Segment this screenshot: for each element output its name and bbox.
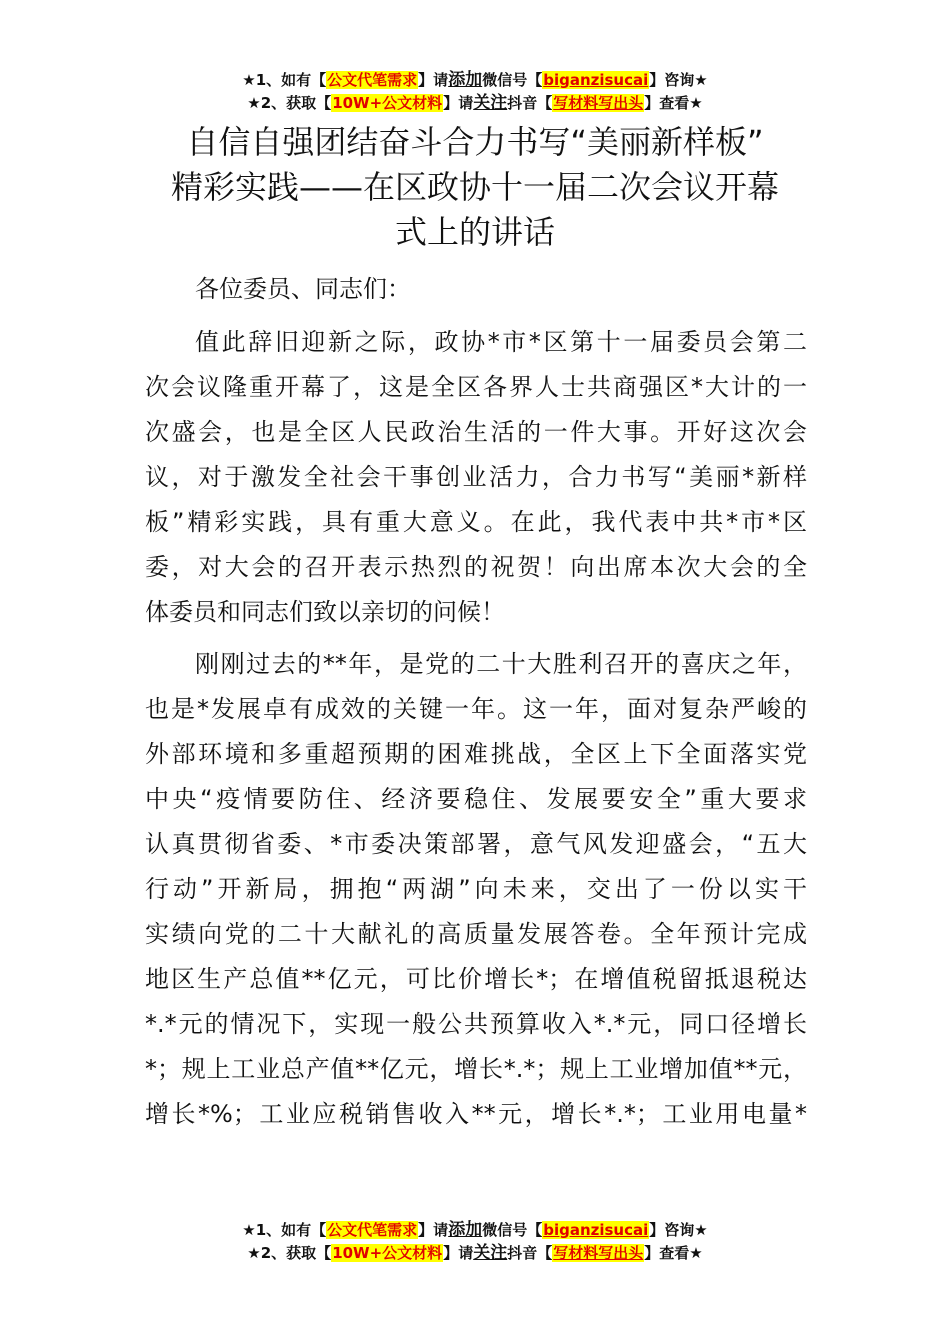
text: 】请 — [418, 71, 449, 89]
text: 】查看★ — [644, 94, 703, 112]
paragraph-line: 外部环境和多重超预期的困难挑战，全区上下全面落实党 — [145, 740, 807, 768]
paragraph-line: 议，对于激发全社会干事创业活力，合力书写“美丽*新样 — [145, 463, 807, 491]
paragraph-line: 值此辞旧迎新之际，政协*市*区第十一届委员会第二 — [195, 328, 807, 356]
text: 】请 — [418, 1221, 449, 1239]
text: 抖音【 — [507, 94, 553, 112]
paragraph-line: 委，对大会的召开表示热烈的祝贺！向出席本次大会的全 — [145, 553, 807, 581]
text: ★1、如有【 — [242, 1221, 327, 1239]
paragraph-1 — [145, 320, 807, 635]
text: 】咨询★ — [649, 1221, 708, 1239]
salutation-text: 各位委员、同志们： — [195, 275, 411, 303]
text: 关注 — [473, 93, 508, 113]
title-line: 式上的讲话 — [394, 213, 555, 251]
text: 添加 — [448, 1220, 483, 1240]
douyin-id: 写材料写出头 — [553, 1244, 644, 1262]
text: 】请 — [443, 1244, 474, 1262]
promo-line-2 — [0, 92, 950, 115]
paragraph-line: 刚刚过去的**年，是党的二十大胜利召开的喜庆之年， — [195, 650, 807, 678]
salutation — [145, 267, 807, 312]
paragraph-line: 次盛会，也是全区人民政治生活的一件大事。开好这次会 — [145, 418, 807, 446]
title-line: 精彩实践——在区政协十一届二次会议开幕 — [170, 168, 779, 206]
text: 】查看★ — [644, 1244, 703, 1262]
highlight: 公文代笔需求 — [327, 1221, 418, 1239]
highlight: 10W+公文材料 — [332, 94, 443, 112]
paragraph-line: 板”精彩实践，具有重大意义。在此，我代表中共*市*区 — [145, 508, 807, 536]
title-line: 自信自强团结奋斗合力书写“美丽新样板” — [186, 123, 764, 161]
text: 添加 — [448, 70, 483, 90]
paragraph-line: 认真贯彻省委、*市委决策部署，意气风发迎盛会，“五大 — [145, 830, 807, 858]
paragraph-line: 行动”开新局，拥抱“两湖”向未来，交出了一份以实干 — [145, 875, 807, 903]
promo-banner-bottom — [0, 1219, 950, 1265]
highlight: 公文代笔需求 — [327, 71, 418, 89]
promo-line-2 — [0, 1242, 950, 1265]
text: 】咨询★ — [649, 71, 708, 89]
promo-line-1 — [0, 1219, 950, 1242]
text: ★2、获取【 — [247, 1244, 332, 1262]
text: 关注 — [473, 1243, 508, 1263]
document-title — [100, 120, 850, 255]
text: 微信号【 — [482, 71, 543, 89]
paragraph-line: *.*元的情况下，实现一般公共预算收入*.*元，同口径增长 — [145, 1010, 807, 1038]
douyin-id: 写材料写出头 — [553, 94, 644, 112]
promo-line-1 — [0, 69, 950, 92]
wechat-id: biganzisucai — [543, 1221, 649, 1239]
highlight: 10W+公文材料 — [332, 1244, 443, 1262]
text: 】请 — [443, 94, 474, 112]
paragraph-line: 地区生产总值**亿元，可比价增长*；在增值税留抵退税达 — [145, 965, 807, 993]
wechat-id: biganzisucai — [543, 71, 649, 89]
text: 微信号【 — [482, 1221, 543, 1239]
promo-banner-top — [0, 69, 950, 115]
text: 抖音【 — [507, 1244, 553, 1262]
paragraph-line: *；规上工业总产值**亿元，增长*.*；规上工业增加值**元， — [145, 1055, 807, 1083]
paragraph-line: 实绩向党的二十大献礼的高质量发展答卷。全年预计完成 — [145, 920, 807, 948]
text: ★2、获取【 — [247, 94, 332, 112]
paragraph-line: 中央“疫情要防住、经济要稳住、发展要安全”重大要求 — [145, 785, 807, 813]
paragraph-2 — [145, 642, 807, 1137]
text: ★1、如有【 — [242, 71, 327, 89]
paragraph-line: 体委员和同志们致以亲切的问候！ — [145, 598, 505, 626]
paragraph-line: 增长*%；工业应税销售收入**元，增长*.*；工业用电量* — [145, 1100, 807, 1128]
paragraph-line: 次会议隆重开幕了，这是全区各界人士共商强区*大计的一 — [145, 373, 807, 401]
paragraph-line: 也是*发展卓有成效的关键一年。这一年，面对复杂严峻的 — [145, 695, 807, 723]
